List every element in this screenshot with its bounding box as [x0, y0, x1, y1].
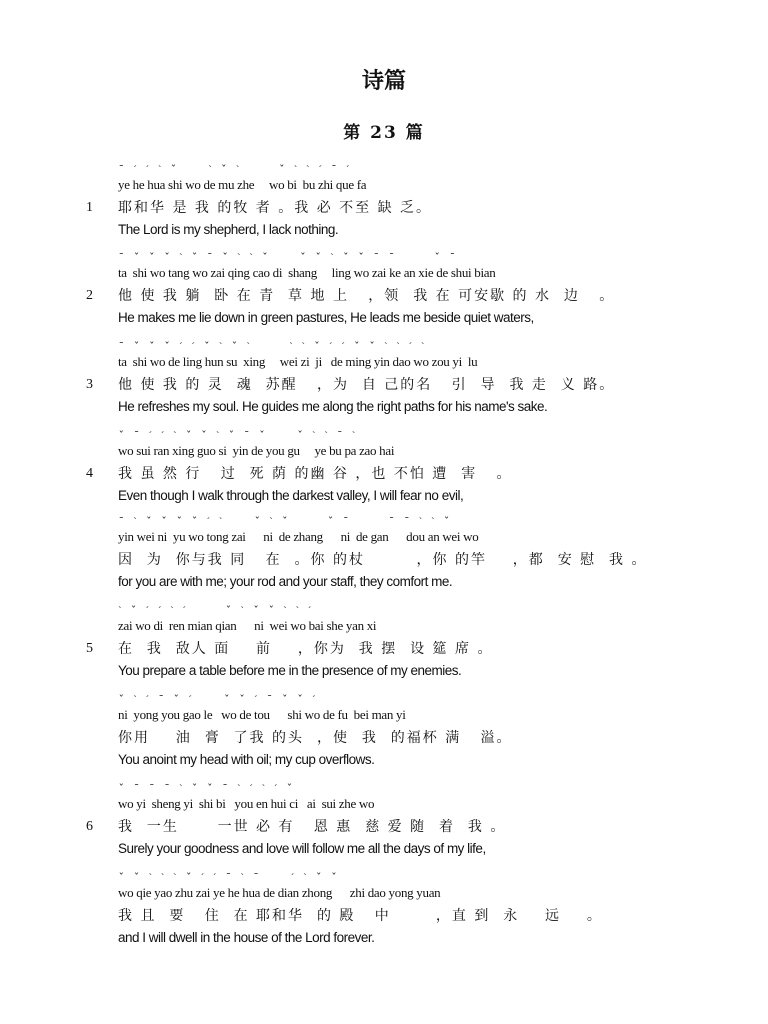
english-line: and I will dwell in the house of the Lord forever. [118, 930, 375, 945]
verse-block [0, 872, 768, 958]
verse-block [0, 341, 768, 427]
pinyin-line: wo qie yao zhu zai ye he hua de dian zhong zhi dao yong yuan [118, 885, 441, 900]
chinese-line: 因 为 你与我 同 在 。你 的杖 ，你 的竿 ，都 安 慰 我 。 [118, 552, 648, 568]
verse-number: 3 [86, 377, 93, 392]
tone-marks: ˇ ˇ ˋ ˋ ˋ ˇ ˊ ˊ ˉ ˋ ˉ ˊ ˋ ˇ ˇ [118, 871, 339, 884]
english-line: He refreshes my soul. He guides me along the right paths for his name's sake. [118, 399, 548, 414]
chapter-title: 第 23 篇 [343, 123, 425, 143]
pinyin-line: zai wo di ren mian qian ni wei wo bai she yan xi [118, 618, 377, 633]
verse-block [0, 694, 768, 780]
pinyin-line: wo sui ran xing guo si yin de you gu ye bu pa zao hai [118, 443, 395, 458]
book-title: 诗篇 [361, 69, 406, 94]
chinese-line: 他 使 我 躺 卧 在 青 草 地 上 ，领 我 在 可安歇 的 水 边 。 [118, 288, 616, 304]
english-line: He makes me lie down in green pastures, He leads me beside quiet waters, [118, 310, 534, 325]
chinese-line: 在 我 敌人 面 前 ，你为 我 摆 设 筵 席 。 [118, 641, 494, 657]
tone-marks: ˉ ˋ ˇ ˇ ˇ ˇ ˊ ˋ ˇ ˋ ˇ ˇ ˉ ˉ ˉ ˋ ˋ ˇ [118, 515, 451, 528]
chinese-line: 他 使 我 的 灵 魂 苏醒 ，为 自 己的名 引 导 我 走 义 路。 [118, 377, 616, 393]
english-line: Surely your goodness and love will follow me all the days of my life, [118, 841, 486, 856]
tone-marks: ˇ ˉ ˊ ˊ ˋ ˇ ˇ ˋ ˇ ˉ ˇ ˇ ˋ ˋ ˉ ˋ [118, 429, 357, 442]
chinese-line: 耶和华 是 我 的牧 者 。我 必 不至 缺 乏。 [118, 200, 433, 216]
pinyin-line: ta shi wo tang wo zai qing cao di shang ling wo zai ke an xie de shui bian [118, 265, 496, 280]
chinese-line: 你用 油 膏 了我 的头 ，使 我 的福杯 满 溢。 [118, 730, 513, 746]
verse-number: 6 [86, 819, 93, 834]
tone-marks: ˉ ˇ ˇ ˇ ˊ ˊ ˇ ˋ ˇ ˋ ˋ ˋ ˇ ˊ ˊ ˇ ˇ ˋ ˋ ˊ ˋ [118, 340, 426, 353]
verse-block [0, 605, 768, 691]
verse-block [0, 516, 768, 602]
english-line: for you are with me; your rod and your staff, they comfort me. [118, 574, 453, 589]
pinyin-line: ni yong you gao le wo de tou shi wo de fu bei man yi [118, 707, 406, 722]
tone-marks: ˉ ˊ ˊ ˋ ˇ ˋ ˇ ˋ ˇ ˋ ˋ ˊ ˉ ˊ [118, 163, 351, 176]
pinyin-line: ye he hua shi wo de mu zhe wo bi bu zhi que fa [118, 177, 367, 192]
english-line: Even though I walk through the darkest valley, I will fear no evil, [118, 488, 464, 503]
chinese-line: 我 且 要 住 在 耶和华 的 殿 中 ，直 到 永 远 。 [118, 908, 603, 924]
verse-block [0, 783, 768, 869]
tone-marks: ˇ ˋ ˊ ˉ ˇ ˊ ˇ ˇ ˊ ˉ ˇ ˇ ˊ [118, 693, 317, 706]
chinese-line: 我 虽 然 行 过 死 荫 的幽 谷 ，也 不怕 遭 害 。 [118, 466, 513, 482]
pinyin-line: yin wei ni yu wo tong zai ni de zhang ni de gan dou an wei wo [118, 529, 479, 544]
verse-number: 2 [86, 288, 93, 303]
verse-number: 5 [86, 641, 93, 656]
tone-marks: ˋ ˇ ˊ ˊ ˋ ˊ ˇ ˋ ˇ ˇ ˋ ˋ ˊ [118, 604, 313, 617]
english-line: The Lord is my shepherd, I lack nothing. [118, 222, 339, 237]
verse-number: 1 [86, 200, 93, 215]
chinese-line: 我 一生 一世 必 有 恩 惠 慈 爱 随 着 我 。 [118, 819, 507, 835]
verse-block [0, 164, 768, 250]
verse-block [0, 430, 768, 516]
english-line: You anoint my head with oil; my cup overflows. [118, 752, 375, 767]
tone-marks: ˉ ˇ ˇ ˇ ˋ ˇ ˉ ˇ ˋ ˋ ˇ ˇ ˇ ˋ ˇ ˇ ˉ ˉ ˇ ˉ [118, 251, 457, 264]
verse-number: 4 [86, 466, 93, 481]
pinyin-line: wo yi sheng yi shi bi you en hui ci ai sui zhe wo [118, 796, 375, 811]
tone-marks: ˇ ˉ ˉ ˉ ˋ ˇ ˇ ˉ ˋ ˊ ˋ ˊ ˇ [118, 782, 294, 795]
english-line: You prepare a table before me in the presence of my enemies. [118, 663, 462, 678]
pinyin-line: ta shi wo de ling hun su xing wei zi ji de ming yin dao wo zou yi lu [118, 354, 478, 369]
verse-block [0, 252, 768, 338]
